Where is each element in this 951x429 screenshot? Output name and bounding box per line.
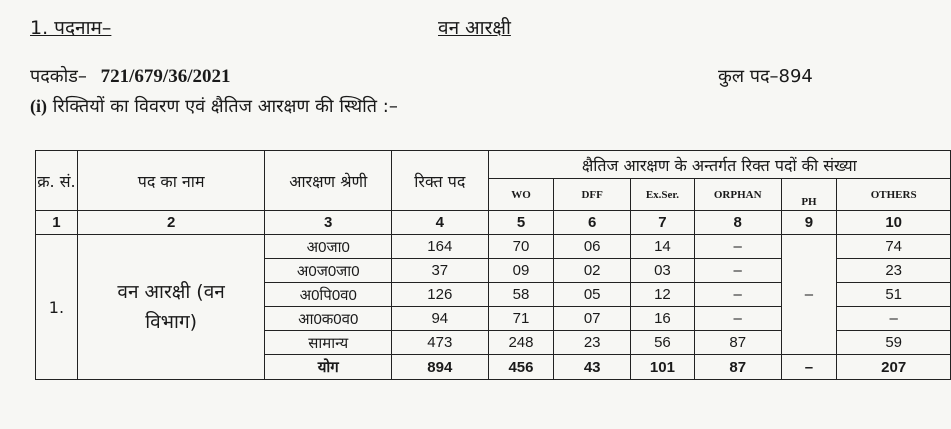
row-category: अ0ज0जा0	[265, 259, 392, 283]
total-posts: कुल पद–894	[718, 66, 813, 87]
col-number: 3	[265, 211, 392, 235]
column-number-row	[36, 211, 951, 235]
row-category: अ0जा0	[265, 235, 392, 259]
roman-numeral: (i)	[30, 96, 47, 116]
row-others: 51	[837, 283, 951, 307]
header-category: आरक्षण श्रेणी	[265, 151, 392, 211]
row-dff: 05	[554, 283, 631, 307]
row-exser: 56	[631, 331, 695, 355]
post-label: 1. पदनाम–	[30, 17, 112, 39]
header-orphan: ORPHAN	[694, 179, 781, 211]
header-ph: PH	[781, 179, 837, 211]
row-wo: 248	[488, 331, 554, 355]
row-vacancies: 126	[392, 283, 489, 307]
col-number: 5	[488, 211, 554, 235]
row-wo: 70	[488, 235, 554, 259]
col-number: 10	[837, 211, 951, 235]
col-number: 9	[781, 211, 837, 235]
row-dff: 02	[554, 259, 631, 283]
row-post-name-text: वन आरक्षी (वन विभाग)	[117, 281, 225, 333]
total-exser: 101	[631, 355, 695, 380]
row-dff: 06	[554, 235, 631, 259]
vacancy-table	[35, 150, 951, 380]
header-others: OTHERS	[837, 179, 951, 211]
total-orphan: 87	[694, 355, 781, 380]
row-dff: 23	[554, 331, 631, 355]
header-dff: DFF	[554, 179, 631, 211]
post-heading-line	[30, 14, 511, 40]
header-horizontal: क्षैतिज आरक्षण के अन्तर्गत रिक्त पदों की संख्या	[488, 151, 950, 179]
row-vacancies: 37	[392, 259, 489, 283]
post-code-line	[30, 64, 813, 88]
row-dff: 07	[554, 307, 631, 331]
row-exser: 14	[631, 235, 695, 259]
row-vacancies: 473	[392, 331, 489, 355]
total-wo: 456	[488, 355, 554, 380]
row-exser: 16	[631, 307, 695, 331]
total-others: 207	[837, 355, 951, 380]
post-title: वन आरक्षी	[438, 17, 511, 39]
col-number: 7	[631, 211, 695, 235]
row-exser: 12	[631, 283, 695, 307]
col-number: 1	[36, 211, 78, 235]
row-vacancies: 164	[392, 235, 489, 259]
header-exser: Ex.Ser.	[631, 179, 695, 211]
col-number: 2	[77, 211, 265, 235]
row-others: 74	[837, 235, 951, 259]
header-sno: क्र. सं.	[36, 151, 78, 211]
row-exser: 03	[631, 259, 695, 283]
header-wo: WO	[488, 179, 554, 211]
header-vacancies: रिक्त पद	[392, 151, 489, 211]
row-wo: 58	[488, 283, 554, 307]
row-orphan: 87	[694, 331, 781, 355]
row-category: सामान्य	[265, 331, 392, 355]
row-orphan: –	[694, 283, 781, 307]
row-orphan: –	[694, 259, 781, 283]
col-number: 6	[554, 211, 631, 235]
col-number: 4	[392, 211, 489, 235]
row-others: 59	[837, 331, 951, 355]
row-post-name	[77, 235, 265, 380]
row-sno: 1.	[36, 235, 78, 380]
post-code-label: पदकोड–	[30, 66, 87, 87]
row-category: आ0क0व0	[265, 307, 392, 331]
total-ph: –	[781, 355, 837, 380]
row-category: अ0पि0व0	[265, 283, 392, 307]
description-text: रिक्तियों का विवरण एवं क्षैतिज आरक्षण की स्थिति :–	[47, 96, 398, 117]
row-orphan: –	[694, 307, 781, 331]
row-wo: 09	[488, 259, 554, 283]
header-post-name: पद का नाम	[77, 151, 265, 211]
row-orphan: –	[694, 235, 781, 259]
total-dff: 43	[554, 355, 631, 380]
row-others: 23	[837, 259, 951, 283]
total-label: योग	[265, 355, 392, 380]
table-row	[36, 235, 951, 259]
row-ph: –	[781, 235, 837, 355]
row-vacancies: 94	[392, 307, 489, 331]
description-line	[30, 94, 398, 118]
row-wo: 71	[488, 307, 554, 331]
row-others: –	[837, 307, 951, 331]
col-number: 8	[694, 211, 781, 235]
post-code-value: 721/679/36/2021	[100, 66, 231, 87]
total-vacancies: 894	[392, 355, 489, 380]
